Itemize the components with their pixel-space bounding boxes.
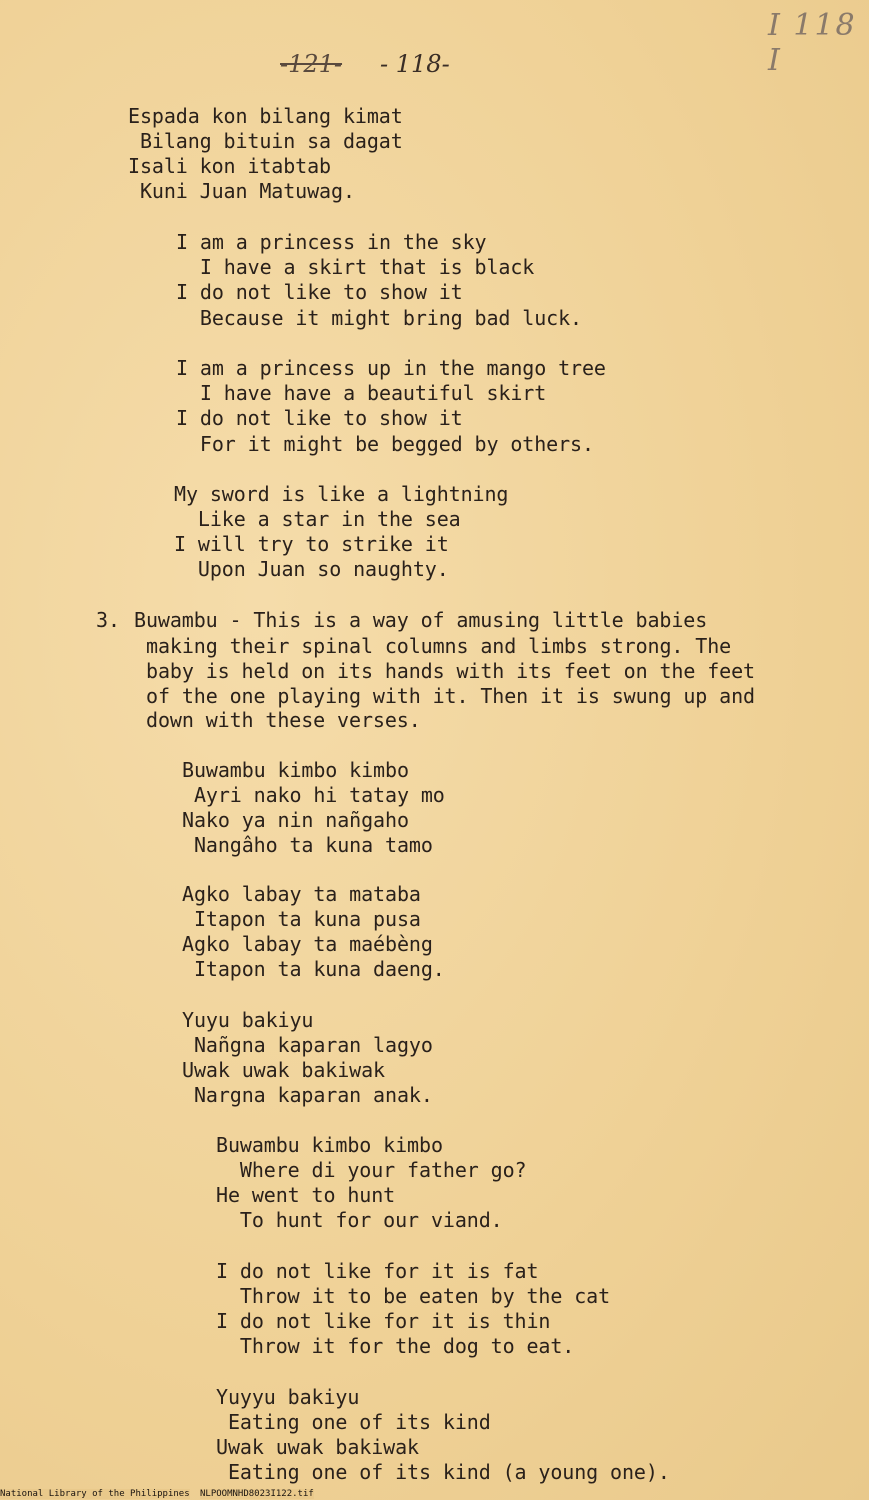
verse-line: Nañgna kaparan lagyo — [182, 1033, 433, 1057]
verse-line: Itapon ta kuna pusa — [182, 907, 421, 931]
verse-line: Agko labay ta maébèng — [182, 932, 433, 956]
verse-line: Nako ya nin nañgaho — [182, 808, 409, 832]
paragraph-line: Buwambu - This is a way of amusing little babies — [134, 608, 708, 632]
verse-line: I do not like to show it — [176, 280, 463, 304]
verse-line: Bilang bituin sa dagat — [128, 129, 403, 153]
verse-line: Ayri nako hi tatay mo — [182, 783, 445, 807]
verse-line: Espada kon bilang kimat — [128, 104, 403, 128]
verse-line: Nargna kaparan anak. — [182, 1083, 433, 1107]
page-number — [280, 50, 488, 78]
verse-line: Isali kon itabtab — [128, 154, 331, 178]
archive-corner-mark: I 118 I — [768, 8, 857, 78]
translation-line: Where di your father go? — [216, 1158, 527, 1182]
verse-line: For it might be begged by others. — [176, 432, 594, 456]
paragraph-line: down with these verses. — [146, 708, 421, 732]
translation-line: Uwak uwak bakiwak — [216, 1435, 419, 1459]
verse-line: I have a skirt that is black — [176, 255, 535, 279]
struck-page-number: -121- — [280, 50, 343, 78]
translation-line: I do not like for it is fat — [216, 1259, 539, 1283]
translation-line: Eating one of its kind — [216, 1410, 491, 1434]
verse-line: Kuni Juan Matuwag. — [128, 179, 355, 203]
translation-line: Yuyyu bakiyu — [216, 1385, 360, 1409]
verse-line: I am a princess up in the mango tree — [176, 356, 606, 380]
verse-line: Because it might bring bad luck. — [176, 306, 582, 330]
verse-line: Like a star in the sea — [174, 507, 461, 531]
translation-line: He went to hunt — [216, 1183, 396, 1207]
verse-line: I will try to strike it — [174, 532, 449, 556]
verse-line: I do not like to show it — [176, 406, 463, 430]
footer-library-credit: National Library of the Philippines — [0, 1489, 190, 1499]
verse-line: Uwak uwak bakiwak — [182, 1058, 385, 1082]
verse-line: I am a princess in the sky — [176, 230, 487, 254]
item-number: 3. — [96, 608, 120, 632]
translation-line: To hunt for our viand. — [216, 1208, 503, 1232]
paragraph-line: making their spinal columns and limbs strong. The — [146, 634, 732, 658]
verse-line: Yuyu bakiyu — [182, 1008, 314, 1032]
verse-line: My sword is like a lightning — [174, 482, 509, 506]
verse-line: Nangâho ta kuna tamo — [182, 833, 433, 857]
translation-line: Throw it to be eaten by the cat — [216, 1284, 611, 1308]
translation-line: I do not like for it is thin — [216, 1309, 551, 1333]
verse-line: Itapon ta kuna daeng. — [182, 957, 445, 981]
verse-line: Buwambu kimbo kimbo — [182, 758, 409, 782]
verse-line: I have have a beautiful skirt — [176, 381, 547, 405]
footer-filename: NLPOOMNHD8023I122.tif — [200, 1489, 314, 1499]
verse-line: Upon Juan so naughty. — [174, 557, 449, 581]
paragraph-line: of the one playing with it. Then it is swung up and — [146, 684, 755, 708]
paragraph-line: baby is held on its hands with its feet on the feet — [146, 659, 755, 683]
translation-line: Eating one of its kind (a young one). — [216, 1460, 670, 1484]
verse-line: Agko labay ta mataba — [182, 882, 421, 906]
translation-line: Buwambu kimbo kimbo — [216, 1133, 443, 1157]
translation-line: Throw it for the dog to eat. — [216, 1334, 575, 1358]
current-page-number: - 118- — [380, 50, 450, 78]
